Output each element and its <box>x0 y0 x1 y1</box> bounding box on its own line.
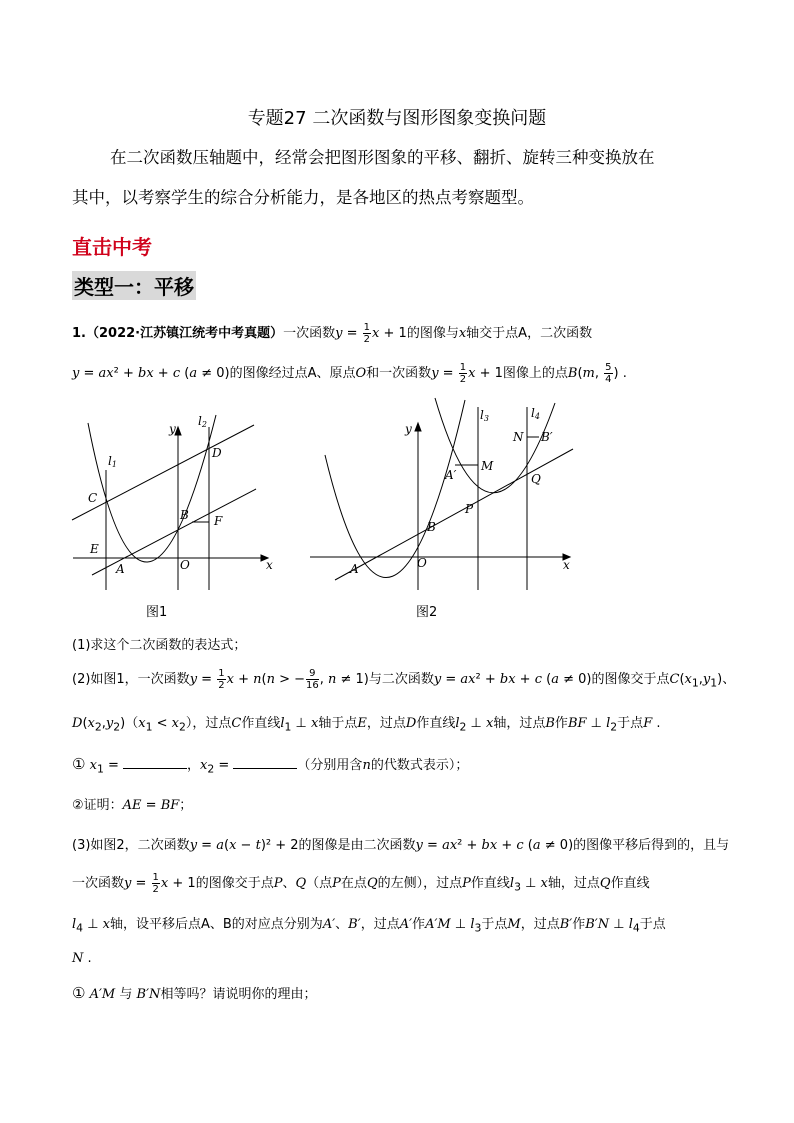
text: 作直线 <box>241 716 281 731</box>
page-title: 专题27 二次函数与图形图象变换问题 <box>247 108 547 129</box>
intro-line-1: 在二次函数压轴题中，经常会把图形图象的平移、翻折、旋转三种变换放在 <box>110 148 655 167</box>
answer-blank-x2[interactable] <box>233 756 297 769</box>
question-1: (1)求这个二次函数的表达式； <box>72 638 247 653</box>
svg-text:A′: A′ <box>445 468 457 482</box>
figure-2 <box>305 395 580 595</box>
intro-line-2: 其中，以考察学生的综合分析能力，是各地区的热点考察题型。 <box>72 188 534 207</box>
svg-text:y: y <box>405 422 412 436</box>
svg-text:x: x <box>563 558 570 572</box>
text: 作 <box>412 917 426 932</box>
svg-text:l2: l2 <box>198 414 207 429</box>
svg-text:Q: Q <box>531 472 541 486</box>
question-2-part-1: ① $x_1$ = ，$x_2$ = （分别用含n的代数式表示）； <box>72 755 469 776</box>
text: 的图像交于点 <box>591 672 670 687</box>
text: 一次函数 <box>72 876 125 891</box>
text: 作直线 <box>470 876 510 891</box>
svg-text:y: y <box>169 422 176 436</box>
text: 与 <box>119 987 133 1002</box>
problem-number: 1. <box>72 326 86 341</box>
svg-text:B′: B′ <box>541 430 553 444</box>
circled-number: ① <box>72 984 86 1002</box>
text: （点 <box>306 876 333 891</box>
text: (2)如图1，一次函数 <box>72 672 190 687</box>
text: 一次函数 <box>283 326 336 341</box>
text: （分别用含 <box>297 758 363 773</box>
svg-text:P: P <box>465 502 474 516</box>
text: ，过点 <box>366 716 406 731</box>
section-heading: 直击中考 <box>72 235 152 259</box>
y-axis-arrow <box>415 423 421 431</box>
text: (3)如图2，二次函数 <box>72 838 190 853</box>
text: 的图像经过点A、原点 <box>229 366 356 381</box>
svg-text:l4: l4 <box>531 406 540 421</box>
text: 轴，设平移后点A、B的对应点分别为 <box>110 917 323 932</box>
text: 作 <box>554 716 568 731</box>
text: 与二次函数 <box>368 672 434 687</box>
svg-text:B: B <box>180 508 189 522</box>
text: 的图像是由二次函数 <box>298 838 416 853</box>
svg-text:N: N <box>513 430 524 444</box>
problem-source: （2022·江苏镇江统考中考真题） <box>85 326 284 341</box>
svg-text:E: E <box>90 542 99 556</box>
question-3-part-1: ① A′M 与 B′N相等吗？请说明你的理由； <box>72 984 317 1002</box>
figure-2-caption: 图2 <box>416 605 438 620</box>
svg-text:O: O <box>180 558 190 572</box>
svg-text:B: B <box>427 520 436 534</box>
question-2-line-2: $D(x_2,y_2)(x_1 < x_2)$，过点C作直线$l_1$ ⊥ x轴于点E，过点D作直线$l_2$ ⊥ x轴，过点B作BF ⊥ $l_2$于点F . <box>72 716 661 734</box>
svg-text:l1: l1 <box>108 454 117 469</box>
question-2-line-1: (2)如图1，一次函数y = $\frac{1}{2}$ x + n(n > − $\frac{9}{16}$ , n ≠ 1)与二次函数y = ax² + bx + c (a ≠ 0)的图像交于点$C(x_1,y_1)$、 <box>72 668 736 691</box>
question-3-line-2: 一次函数y = $\frac{1}{2}$ x + 1的图像交于点P、Q（点P在点Q的左侧），过点P作直线$l_3$ ⊥ x轴，过点Q作直线 <box>72 872 650 895</box>
figure-1 <box>68 405 278 595</box>
text: 的图像与 <box>406 326 459 341</box>
text: ，过点 <box>360 917 400 932</box>
svg-text:F: F <box>214 514 223 528</box>
y-axis-arrow <box>175 427 181 435</box>
text: 轴，过点 <box>493 716 546 731</box>
svg-text:x: x <box>266 558 273 572</box>
text: ，过点 <box>192 716 232 731</box>
svg-text:D: D <box>212 446 222 460</box>
text: 的左侧），过点 <box>377 876 463 891</box>
answer-blank-x1[interactable] <box>123 756 187 769</box>
text: 在点 <box>340 876 367 891</box>
text: 图像上的点 <box>502 366 568 381</box>
problem-line-2: y = ax² + bx + c (a ≠ 0)的图像经过点A、原点O和一次函数y = $\frac{1}{2}$ x + 1图像上的点B(m, $\frac{5}{4}$ ) . <box>72 362 627 385</box>
svg-text:C: C <box>88 491 98 505</box>
text: 轴交于点A，二次函数 <box>466 326 593 341</box>
text: 作 <box>572 917 586 932</box>
svg-text:A: A <box>350 562 359 576</box>
parabola <box>88 415 216 562</box>
text: 于点 <box>617 716 644 731</box>
type-heading: 类型一：平移 <box>72 271 196 300</box>
svg-text:O: O <box>417 556 427 570</box>
figure-1-caption: 图1 <box>146 605 168 620</box>
text: 和一次函数 <box>366 366 432 381</box>
text: ，过点 <box>520 917 560 932</box>
text: 轴于点 <box>318 716 358 731</box>
text: 作直线 <box>610 876 650 891</box>
text: 于点 <box>639 917 666 932</box>
text: 的图像平移后得到的，且与 <box>573 838 730 853</box>
question-3-line-3: $l_4$ ⊥ x轴，设平移后点A、B的对应点分别为A′、B′，过点A′作A′M ⊥ $l_3$于点M，过点B′作B′N ⊥ $l_4$于点 <box>72 917 666 935</box>
svg-text:M: M <box>481 459 494 473</box>
text: 作直线 <box>416 716 456 731</box>
text: 于点 <box>481 917 508 932</box>
text: 相等吗？请说明你的理由； <box>160 987 317 1002</box>
question-2-part-2: ②证明：AE = BF； <box>72 798 193 813</box>
text: 的代数式表示）； <box>370 758 469 773</box>
problem-line-1: 1.（2022·江苏镇江统考中考真题）一次函数y = $\frac{1}{2}$ x + 1的图像与x轴交于点A，二次函数 <box>72 322 593 345</box>
question-3-line-1: (3)如图2，二次函数y = a(x − t)² + 2的图像是由二次函数y = ax² + bx + c (a ≠ 0)的图像平移后得到的，且与 <box>72 838 730 853</box>
svg-text:l3: l3 <box>480 408 489 423</box>
text: 轴，过点 <box>547 876 600 891</box>
text: ②证明： <box>72 798 123 813</box>
question-3-line-4: N . <box>72 951 92 966</box>
text: 的图像交于点 <box>195 876 274 891</box>
svg-text:A: A <box>116 562 125 576</box>
